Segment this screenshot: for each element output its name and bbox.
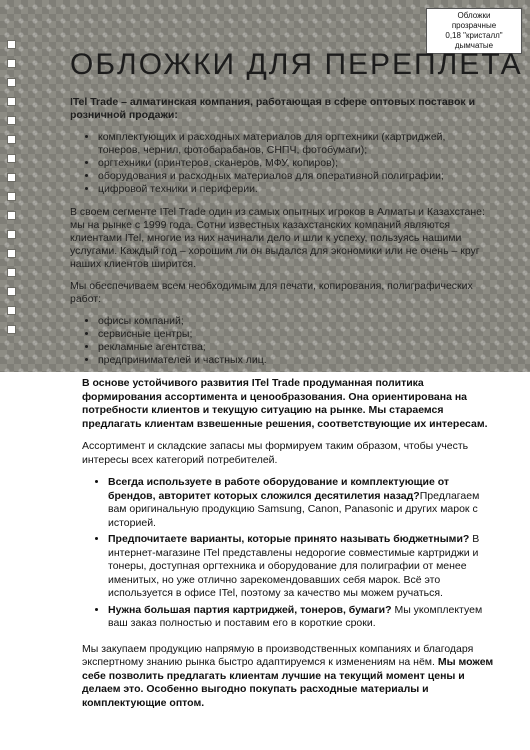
offer-item xyxy=(108,604,494,631)
closing-paragraph xyxy=(82,643,494,711)
binding-hole xyxy=(7,306,16,315)
binding-hole xyxy=(7,211,16,220)
binding-hole xyxy=(7,192,16,201)
binding-hole xyxy=(7,116,16,125)
product-label-line: прозрачные xyxy=(451,21,497,30)
cover-lead: ITel Trade – алматинская компания, работающая в сфере оптовых поставок и розничной продажи: xyxy=(70,96,476,121)
offer-question: Предпочитаете варианты, которые принято называть бюджетными? xyxy=(108,533,470,545)
offer-list xyxy=(82,476,494,631)
offer-question: Всегда используете в работе оборудование и комплектующие от брендов, авторитет которых сложился десятилетия назад? xyxy=(108,476,450,502)
binding-hole xyxy=(7,154,16,163)
list-item: • цифровой техники и периферии. xyxy=(98,183,490,196)
offer-answer: В интернет-магазине ITel представлены недорогие совместимые картриджи и тонеры, доступная оргтехника и оборудование для полиграфии от менее именитых, но уже отлично зарекомендовавших себя марок. Всё это используется в офисе ITel, поэтому за качество мы можем ручаться. xyxy=(108,533,480,599)
binding-hole xyxy=(7,325,16,334)
cover-sample xyxy=(0,0,530,372)
list-item: • комплектующих и расходных материалов для оргтехники (картриджей, тонеров, чернил, фотобарабанов, СНПЧ, фотобумаги); xyxy=(98,131,490,157)
product-label-line: дымчатые xyxy=(454,41,494,50)
product-label-line: 0,18 "кристалл" xyxy=(445,31,503,40)
binding-hole xyxy=(7,40,16,49)
binding-hole xyxy=(7,97,16,106)
binding-hole xyxy=(7,135,16,144)
cover-text xyxy=(70,96,490,377)
list-item: • предпринимателей и частных лиц. xyxy=(98,354,490,367)
offer-item xyxy=(108,533,494,601)
binding-hole xyxy=(7,230,16,239)
binding-hole xyxy=(7,287,16,296)
cover-title: ОБЛОЖКИ ДЛЯ ПЕРЕПЛЕТА xyxy=(70,48,523,81)
binding-hole xyxy=(7,59,16,68)
binding-holes xyxy=(7,40,16,344)
cover-paragraph: Мы обеспечиваем всем необходимым для печати, копирования, полиграфических работ: xyxy=(70,280,473,305)
list-item: • рекламные агентства; xyxy=(98,341,490,354)
cover-list-clients xyxy=(70,315,490,367)
closing-text: Мы закупаем продукцию напрямую в производственных компаниях и благодаря экспертному знанию рынка быстро адаптируемся к изменениям на нём. xyxy=(82,642,474,668)
offer-answer: Предлагаем вам оригинальную продукцию Samsung, Canon, Panasonic и других марок с историей. xyxy=(108,489,480,529)
binding-hole xyxy=(7,249,16,258)
binding-hole xyxy=(7,173,16,182)
list-item: • оборудования и расходных материалов для оперативной полиграфии; xyxy=(98,170,490,183)
product-label-line: Обложки xyxy=(457,11,491,20)
assortment-paragraph: Ассортимент и складские запасы мы формируем таким образом, чтобы учесть интересы всех категорий потребителей. xyxy=(82,440,469,466)
intro-paragraph: В основе устойчивого развития ITel Trade продуманная политика формирования ассортимента и ценообразования. Она ориентирована на потребности клиентов и текущую ситуацию на рынке. Мы стараемся предлагать клиентам взвешенные решения, соответствующие их интересам. xyxy=(82,377,488,430)
closing-bold-text: Мы можем себе позволить предлагать клиентам лучшие на текущий момент цены и делаем это. Особенно выгодно покупать расходные материалы и комплектующие оптом. xyxy=(82,656,494,709)
body-text xyxy=(82,377,494,719)
list-item: • оргтехники (принтеров, сканеров, МФУ, копиров); xyxy=(98,157,490,170)
cover-paragraph: В своем сегменте ITel Trade один из самых опытных игроков в Алматы и Казахстане: мы на рынке с 1999 года. Сотни известных казахстанских компаний являются клиентами ITel, многие из них начинали дело и шли к успеху, пользуясь нашими услугами. Каждый год – хорошим ли он выдался для экономики или не очень – круг наших клиентов ширится. xyxy=(70,206,485,270)
binding-hole xyxy=(7,78,16,87)
cover-list-products xyxy=(70,131,490,196)
offer-answer: Мы укомплектуем ваш заказ полностью и поставим его в короткие сроки. xyxy=(108,603,483,629)
binding-hole xyxy=(7,268,16,277)
list-item: • офисы компаний; xyxy=(98,315,490,328)
offer-question: Нужна большая партия картриджей, тонеров, бумаги? xyxy=(108,603,392,616)
offer-item xyxy=(108,476,494,530)
list-item: • сервисные центры; xyxy=(98,328,490,341)
